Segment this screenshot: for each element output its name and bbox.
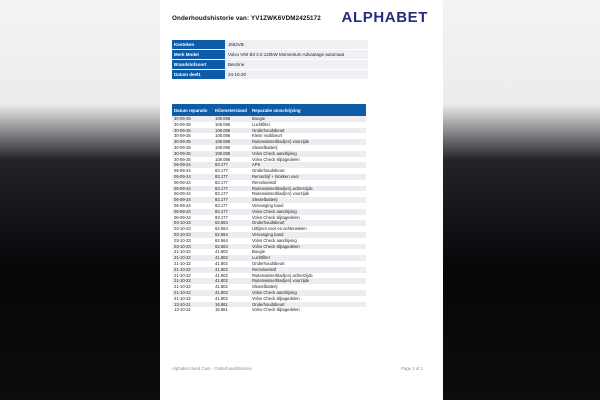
- mileage-cell: 16.861: [215, 307, 228, 313]
- description-cell: Onderhoudsbeurt: [252, 260, 285, 266]
- mileage-cell: 83.177: [215, 214, 228, 220]
- repair-date-cell: 03-10-23: [174, 220, 191, 226]
- repair-date-cell: 30-09-25: [174, 121, 191, 127]
- footer-left-text: Alphabet Used Cars - Onderhoudshistorie: [172, 366, 252, 371]
- mileage-cell: 108.086: [215, 144, 231, 150]
- description-cell: Volvo Check aandrijving: [252, 150, 297, 156]
- description-cell: Ruitenwisserblad(en) achterzijde: [252, 185, 313, 191]
- description-cell: Uitlijnen voor en achterwielen: [252, 226, 307, 232]
- description-cell: Bougie: [252, 116, 266, 121]
- vehicle-info-label: Datum deel1: [172, 70, 225, 79]
- repair-date-cell: 21-10-22: [174, 278, 191, 284]
- description-cell: Sleutelbatterij: [252, 284, 278, 290]
- mileage-cell: 83.177: [215, 191, 228, 197]
- repair-date-cell: 06-09-24: [174, 202, 191, 208]
- description-cell: Volvo Check slijtagedelen: [252, 295, 300, 301]
- repair-date-cell: 21-10-22: [174, 249, 191, 255]
- alphabet-logo: ALPHABET: [341, 9, 428, 26]
- description-cell: Onderhoudsbeurt: [252, 220, 285, 226]
- repair-date-cell: 13-10-21: [174, 307, 191, 313]
- description-cell: Remvloeistof: [252, 266, 277, 272]
- repair-date-cell: 06-09-24: [174, 191, 191, 197]
- mileage-cell: 108.086: [215, 150, 231, 156]
- repair-date-cell: 03-10-23: [174, 231, 191, 237]
- vehicle-info-row: [172, 60, 368, 69]
- description-cell: Ruitenwisserblad(en) voorzijde: [252, 139, 310, 145]
- description-cell: Vervanging band: [252, 202, 284, 208]
- vehicle-info-label: Merk Model: [172, 50, 225, 59]
- mileage-cell: 41.802: [215, 260, 228, 266]
- mileage-cell: 62.564: [215, 237, 228, 243]
- mileage-cell: 41.802: [215, 278, 228, 284]
- vehicle-info-value: J662VB: [225, 40, 368, 49]
- mileage-cell: 16.861: [215, 301, 228, 307]
- column-header-description: Reparatie omschrijving: [252, 107, 301, 113]
- repair-date-cell: 06-09-24: [174, 214, 191, 220]
- repair-date-cell: 21-10-22: [174, 255, 191, 261]
- description-cell: Volvo Check aandrijving: [252, 237, 297, 243]
- description-cell: Onderhoudsbeurt: [252, 168, 285, 174]
- mileage-cell: 62.564: [215, 243, 228, 249]
- page-footer: [172, 366, 423, 371]
- repair-date-cell: 21-10-22: [174, 289, 191, 295]
- footer-page-number: Page 1 of 1: [401, 366, 423, 371]
- description-cell: Remvloeistof: [252, 179, 277, 185]
- repair-date-cell: 06-09-24: [174, 173, 191, 179]
- history-table: [172, 104, 366, 313]
- description-cell: Volvo Check slijtagedelen: [252, 307, 300, 313]
- vehicle-info-value: Benzine: [225, 60, 368, 69]
- mileage-cell: 108.086: [215, 133, 231, 139]
- description-cell: Ruitenwisserblad(en) voorzijde: [252, 278, 310, 284]
- history-table-body: [172, 116, 366, 313]
- description-cell: Klein/ multibeurt: [252, 133, 283, 139]
- repair-date-cell: 13-10-21: [174, 301, 191, 307]
- history-table-row: [172, 307, 366, 313]
- repair-date-cell: 03-10-23: [174, 226, 191, 232]
- mileage-cell: 41.802: [215, 272, 228, 278]
- vehicle-info-value: Volvo V60 B3 2.0 120kW Momentum Advantage automaat: [225, 50, 368, 59]
- description-cell: Volvo Check aandrijving: [252, 289, 297, 295]
- repair-date-cell: 21-10-22: [174, 260, 191, 266]
- repair-date-cell: 30-09-25: [174, 150, 191, 156]
- mileage-cell: 41.802: [215, 289, 228, 295]
- description-cell: Remschijf + blokken voor: [252, 173, 299, 179]
- repair-date-cell: 21-10-22: [174, 295, 191, 301]
- vehicle-info-value: 24-10-20: [225, 70, 368, 79]
- mileage-cell: 108.086: [215, 116, 231, 121]
- page-title: Onderhoudshistorie van: YV1ZWK6VDM2425172: [172, 15, 321, 22]
- repair-date-cell: 21-10-22: [174, 284, 191, 290]
- description-cell: Volvo Check aandrijving: [252, 208, 297, 214]
- vehicle-info-label: Brandstofsoort: [172, 60, 225, 69]
- repair-date-cell: 30-09-25: [174, 133, 191, 139]
- vehicle-info-row: [172, 40, 368, 49]
- mileage-cell: 41.802: [215, 249, 228, 255]
- mileage-cell: 41.802: [215, 255, 228, 261]
- mileage-cell: 108.086: [215, 127, 231, 133]
- mileage-cell: 62.564: [215, 220, 228, 226]
- document-page: [160, 0, 443, 400]
- vehicle-info-label: Kenteken: [172, 40, 225, 49]
- description-cell: Volvo Check slijtagedelen: [252, 156, 300, 162]
- description-cell: Ruitenwisserblad(en) voorzijde: [252, 191, 310, 197]
- repair-date-cell: 30-09-25: [174, 116, 191, 121]
- mileage-cell: 41.802: [215, 284, 228, 290]
- description-cell: Sleutelbatterij: [252, 197, 278, 203]
- repair-date-cell: 06-09-24: [174, 197, 191, 203]
- description-cell: Volvo Check slijtagedelen: [252, 243, 300, 249]
- mileage-cell: 108.086: [215, 156, 231, 162]
- repair-date-cell: 21-10-22: [174, 272, 191, 278]
- mileage-cell: 83.177: [215, 185, 228, 191]
- repair-date-cell: 03-10-23: [174, 243, 191, 249]
- mileage-cell: 83.177: [215, 162, 228, 168]
- mileage-cell: 83.177: [215, 197, 228, 203]
- description-cell: Luchtfilter: [252, 255, 271, 261]
- description-cell: Sleutelbatterij: [252, 144, 278, 150]
- vehicle-info-row: [172, 50, 368, 59]
- mileage-cell: 83.177: [215, 208, 228, 214]
- repair-date-cell: 03-10-23: [174, 237, 191, 243]
- repair-date-cell: 21-10-22: [174, 266, 191, 272]
- description-cell: Ruitenwisserblad(en) achterzijde: [252, 272, 313, 278]
- history-table-header: [172, 104, 366, 116]
- mileage-cell: 83.177: [215, 168, 228, 174]
- repair-date-cell: 06-09-24: [174, 179, 191, 185]
- mileage-cell: 108.086: [215, 121, 231, 127]
- description-cell: APK: [252, 162, 261, 168]
- column-header-date: Datum reparatie: [174, 107, 208, 113]
- repair-date-cell: 30-09-25: [174, 156, 191, 162]
- repair-date-cell: 06-09-24: [174, 162, 191, 168]
- repair-date-cell: 30-09-25: [174, 139, 191, 145]
- mileage-cell: 83.177: [215, 173, 228, 179]
- repair-date-cell: 30-09-25: [174, 127, 191, 133]
- mileage-cell: 83.177: [215, 179, 228, 185]
- column-header-mileage: Kilometerstand: [215, 107, 247, 113]
- mileage-cell: 62.564: [215, 226, 228, 232]
- description-cell: Volvo Check slijtagedelen: [252, 214, 300, 220]
- vehicle-info-table: [172, 40, 368, 80]
- mileage-cell: 108.086: [215, 139, 231, 145]
- mileage-cell: 62.564: [215, 231, 228, 237]
- repair-date-cell: 06-09-24: [174, 185, 191, 191]
- description-cell: Vervanging band: [252, 231, 284, 237]
- repair-date-cell: 06-09-24: [174, 168, 191, 174]
- description-cell: Onderhoudsbeurt: [252, 301, 285, 307]
- mileage-cell: 41.802: [215, 295, 228, 301]
- description-cell: Bougie: [252, 249, 266, 255]
- repair-date-cell: 30-09-25: [174, 144, 191, 150]
- repair-date-cell: 06-09-24: [174, 208, 191, 214]
- vehicle-info-row: [172, 70, 368, 79]
- description-cell: Luchtfilter: [252, 121, 271, 127]
- mileage-cell: 41.802: [215, 266, 228, 272]
- description-cell: Onderhoudsbeurt: [252, 127, 285, 133]
- mileage-cell: 83.177: [215, 202, 228, 208]
